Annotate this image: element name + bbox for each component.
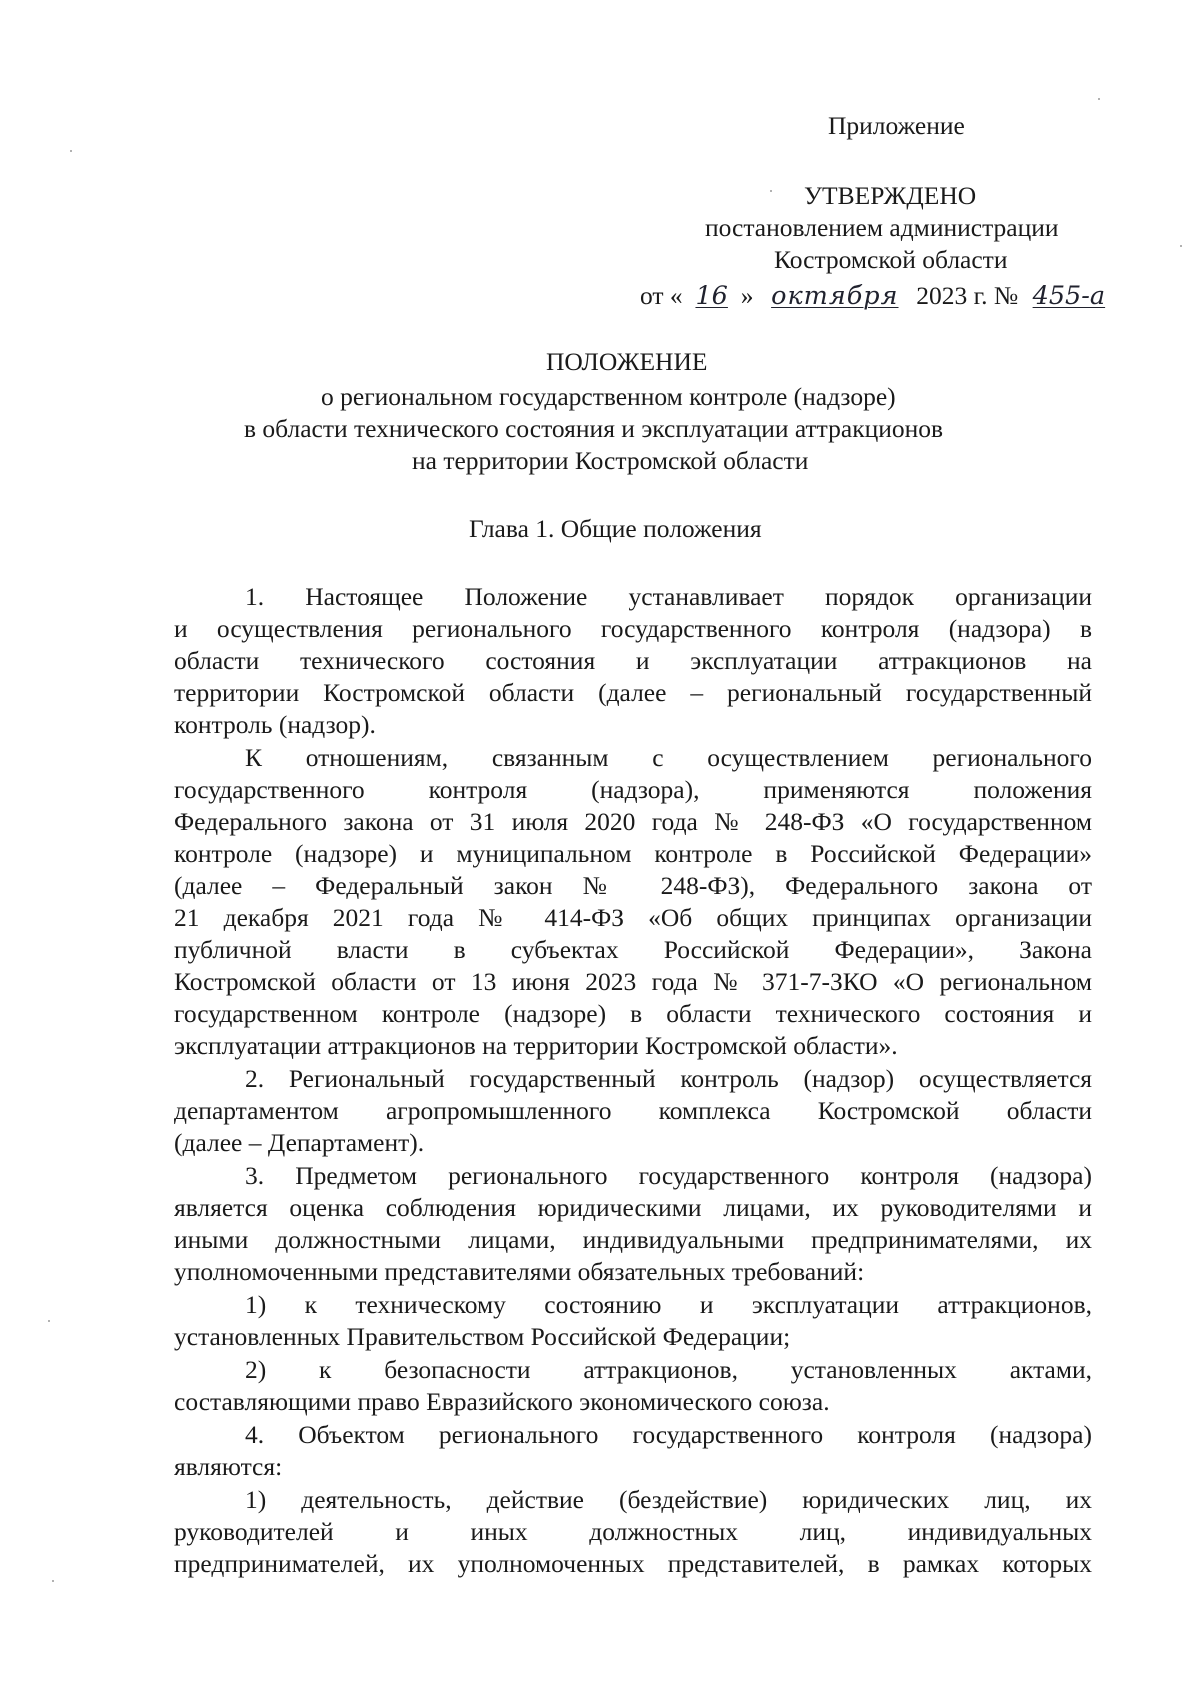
body-line: иными должностными лицами, индивидуальными предпринимателями, их [174, 1225, 1092, 1254]
body-line: 21 декабря 2021 года № 414-ФЗ «Об общих принципах организации [174, 903, 1092, 932]
body-line: и осуществления регионального государственного контроля (надзора) в [174, 614, 1092, 643]
body-line: 1) к техническому состоянию и эксплуатации аттракционов, [245, 1290, 1092, 1319]
body-line: 3. Предметом регионального государственного контроля (надзора) [245, 1161, 1092, 1190]
document-title: ПОЛОЖЕНИЕ [546, 347, 708, 376]
body-line: департаментом агропромышленного комплекса Костромской области [174, 1096, 1092, 1125]
body-line: Костромской области от 13 июня 2023 года № 371-7-ЗКО «О региональном [174, 967, 1092, 996]
approval-date-line [640, 280, 1133, 312]
appendix-label: Приложение [828, 111, 965, 140]
body-line: Федерального закона от 31 июля 2020 года № 248-ФЗ «О государственном [174, 807, 1092, 836]
document-subtitle-line-2: в области технического состояния и эксплуатации аттракционов [244, 414, 944, 443]
scan-speck [52, 1580, 54, 1582]
scan-speck [1098, 98, 1100, 100]
body-line: эксплуатации аттракционов на территории Костромской области». [174, 1031, 898, 1060]
approval-authority: постановлением администрации [705, 213, 1059, 242]
body-line: установленных Правительством Российской Федерации; [174, 1322, 791, 1351]
body-line: территории Костромской области (далее – региональный государственный [174, 678, 1092, 707]
body-line: контроле (надзоре) и муниципальном контроле в Российской Федерации» [174, 839, 1092, 868]
body-line: руководителей и иных должностных лиц, индивидуальных [174, 1517, 1092, 1546]
chapter-heading: Глава 1. Общие положения [469, 514, 762, 543]
body-line: является оценка соблюдения юридическими лицами, их руководителями и [174, 1193, 1092, 1222]
handwritten-day: 16 [695, 281, 728, 311]
body-line: контроль (надзор). [174, 710, 376, 739]
body-line: являются: [174, 1452, 283, 1481]
body-line: области технического состояния и эксплуатации аттракционов на [174, 646, 1092, 675]
scan-speck [48, 1320, 50, 1322]
body-line: государственного контроля (надзора), применяются положения [174, 775, 1092, 804]
document-subtitle-line-1: о региональном государственном контроле (надзоре) [321, 382, 896, 411]
body-line: предпринимателей, их уполномоченных представителей, в рамках которых [174, 1549, 1092, 1578]
handwritten-month: октября [771, 281, 899, 311]
scan-speck [770, 190, 772, 192]
body-line: К отношениям, связанным с осуществлением регионального [245, 743, 1092, 772]
body-line: 4. Объектом регионального государственного контроля (надзора) [245, 1420, 1092, 1449]
approval-region: Костромской области [774, 245, 1008, 274]
body-line: государственном контроле (надзоре) в области технического состояния и [174, 999, 1092, 1028]
body-line: 2) к безопасности аттракционов, установленных актами, [245, 1355, 1092, 1384]
body-line: 2. Региональный государственный контроль (надзор) осуществляется [245, 1064, 1092, 1093]
body-line: 1) деятельность, действие (бездействие) юридических лиц, их [245, 1485, 1092, 1514]
body-line: (далее – Федеральный закон № 248-ФЗ), Федерального закона от [174, 871, 1092, 900]
date-mid: » [740, 281, 754, 310]
body-line: 1. Настоящее Положение устанавливает порядок организации [245, 582, 1092, 611]
body-line: (далее – Департамент). [174, 1128, 425, 1157]
approved-stamp-label: УТВЕРЖДЕНО [804, 181, 977, 210]
body-line: публичной власти в субъектах Российской Федерации», Закона [174, 935, 1092, 964]
handwritten-decree-number: 455-а [1032, 281, 1106, 311]
document-subtitle-line-3: на территории Костромской области [412, 446, 809, 475]
body-line: уполномоченными представителями обязательных требований: [174, 1257, 865, 1286]
date-prefix: от « [640, 281, 683, 310]
scan-speck [70, 150, 72, 152]
body-line: составляющими право Евразийского экономического союза. [174, 1387, 830, 1416]
scan-speck [1180, 245, 1182, 247]
date-year: 2023 г. № [916, 281, 1019, 310]
